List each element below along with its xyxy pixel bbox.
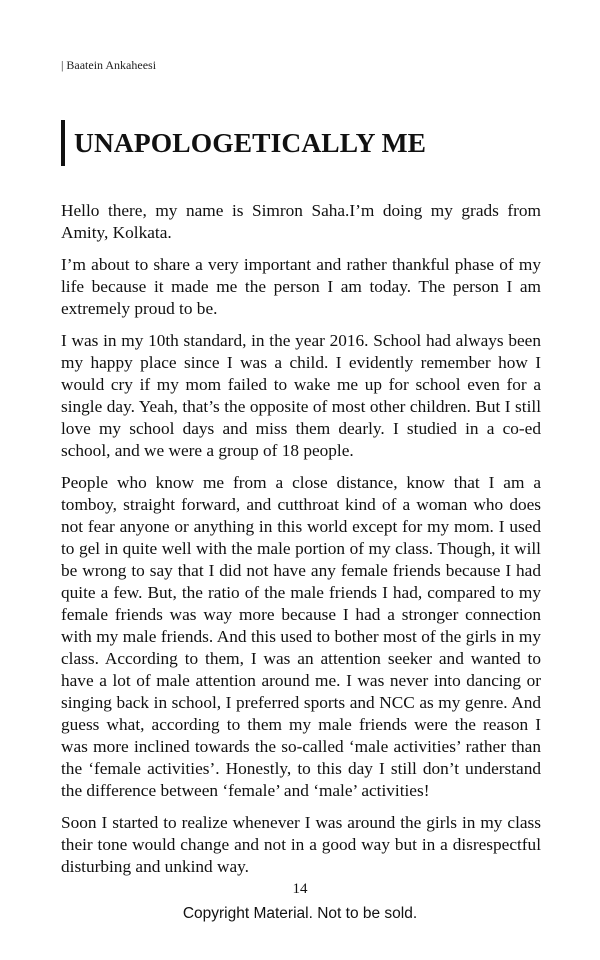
page-number: 14 (292, 881, 308, 897)
paragraph: Hello there, my name is Simron Saha.I’m doing my grads from Amity, Kolkata. (61, 201, 541, 242)
chapter-title (61, 120, 426, 166)
copyright-notice: Copyright Material. Not to be sold. (182, 905, 418, 922)
paragraph: Soon I started to realize whenever I was around the girls in my class their tone would change and not in a good way but in a disrespectful disturbing and unkind way. (61, 813, 541, 876)
paragraph: I was in my 10th standard, in the year 2016. School had always been my happy place since I was a child. I evidently remember how I would cry if my mom failed to wake me up for school even for a single day. Yeah, that’s the opposite of most other children. But I still love my school days and miss them dearly. I studied in a co-ed school, and we were a group of 18 people. (61, 331, 541, 460)
chapter-title-text: UNAPOLOGETICALLY ME (74, 127, 427, 158)
title-accent-bar (61, 120, 65, 166)
chapter-body (61, 200, 541, 888)
paragraph: People who know me from a close distance, know that I am a tomboy, straight forward, and cutthroat kind of a woman who does not fear anyone or anything in this world except for my mom. I used to gel in quite well with the male portion of my class. Though, it will be wrong to say that I did not have any female friends because I had quite a few. But, the ratio of the male friends I had, compared to my female friends was way more because I had a stronger connection with my male friends. And this used to bother most of the girls in my class. According to them, I was an attention seeker and wanted to have a lot of male attention around me. I was never into dancing or singing back in school, I preferred sports and NCC as my genre. And guess what, according to them my male friends were the reason I was more inclined towards the so-called ‘male activities’ rather than the ‘female activities’. Honestly, to this day I still don’t understand the difference between ‘female’ and ‘male’ activities! (61, 473, 541, 800)
paragraph: I’m about to share a very important and rather thankful phase of my life because it made me the person I am today. The person I am extremely proud to be. (61, 255, 541, 318)
running-header: | Baatein Ankaheesi (61, 58, 157, 72)
